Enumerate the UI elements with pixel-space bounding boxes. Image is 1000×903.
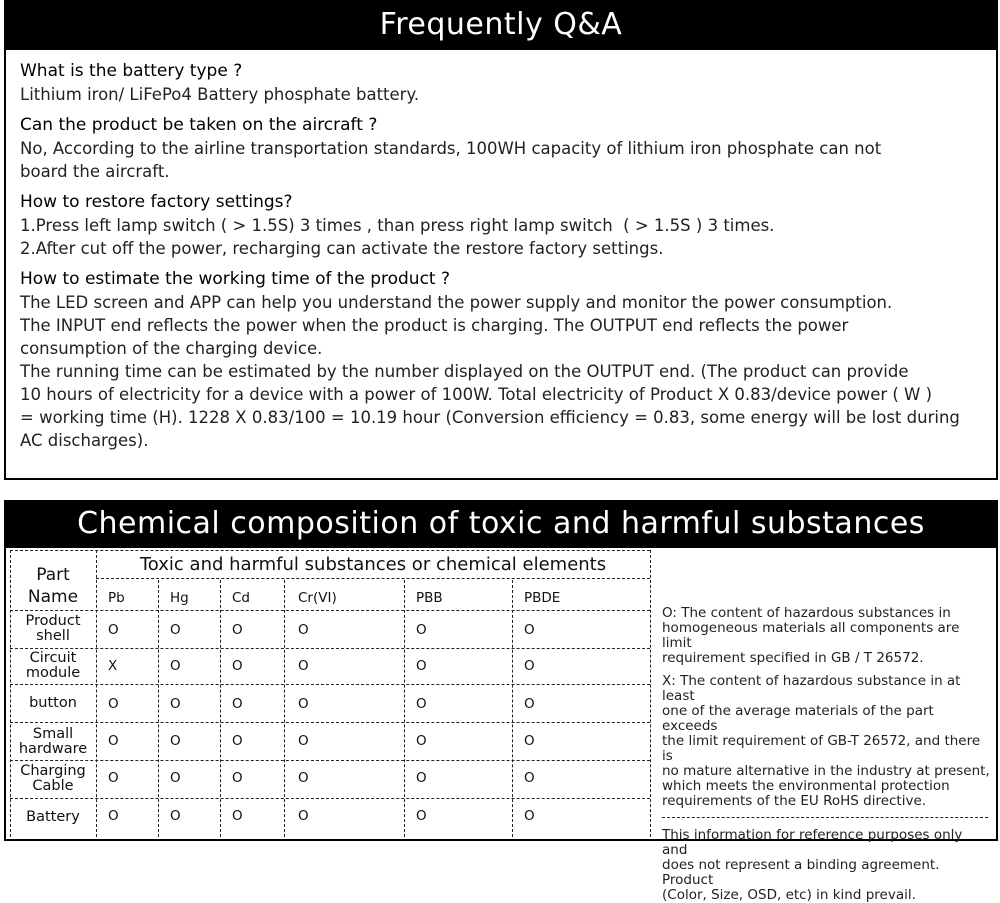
value-cell: O — [232, 770, 243, 786]
answer-line: 10 hours of electricity for a device with a power of 100W. Total electricity of Product X 0.83/device power ( W ) — [20, 385, 933, 404]
value-cell: O — [298, 658, 309, 674]
table-divider — [96, 550, 97, 837]
answer-line: 1.Press left lamp switch ( > 1.5S) 3 times , than press right lamp switch ( > 1.5S ) 3 times. — [20, 216, 775, 235]
note-line: O: The content of hazardous substances in — [662, 605, 951, 621]
part-name-cell — [12, 614, 94, 644]
value-cell: O — [298, 622, 309, 638]
part-header-line: Name — [27, 587, 79, 607]
note-line: no mature alternative in the industry at present, — [662, 763, 990, 779]
value-cell: O — [108, 622, 119, 638]
substance-group-header: Toxic and harmful substances or chemical elements — [139, 554, 607, 575]
value-cell: O — [524, 808, 535, 824]
value-cell: O — [298, 733, 309, 749]
value-cell: O — [170, 658, 181, 674]
table-divider — [10, 648, 650, 649]
table-border-right — [650, 550, 651, 837]
answer-line: board the aircraft. — [20, 162, 170, 181]
table-divider — [96, 578, 650, 579]
substance-table — [10, 550, 650, 837]
faq-item — [20, 113, 986, 183]
chemical-title: Chemical composition of toxic and harmful substances — [6, 502, 996, 548]
note-line: does not represent a binding agreement. Product — [662, 857, 940, 888]
disclaimer-note — [662, 828, 992, 903]
faq-question: How to restore factory settings? — [20, 192, 293, 212]
faq-answer — [20, 83, 986, 106]
note-line: homogeneous materials all components are limit — [662, 620, 960, 651]
faq-question: What is the battery type ? — [20, 61, 243, 81]
part-name-line: Product — [25, 613, 81, 629]
faq-list — [20, 59, 986, 459]
value-cell: O — [170, 622, 181, 638]
faq-item — [20, 267, 986, 452]
note-line: (Color, Size, OSD, etc) in kind prevail. — [662, 887, 916, 903]
part-name-cell — [12, 651, 94, 681]
answer-line: No, According to the airline transportation standards, 100WH capacity of lithium iron phosphate can not — [20, 139, 882, 158]
note-line: the limit requirement of GB-T 26572, and there is — [662, 733, 981, 764]
value-cell: O — [416, 696, 427, 712]
part-header-line: Part — [36, 565, 70, 585]
value-cell: O — [232, 696, 243, 712]
value-cell: O — [108, 770, 119, 786]
answer-line: The INPUT end reflects the power when the product is charging. The OUTPUT end reflects the power — [20, 316, 849, 335]
table-divider — [10, 610, 650, 611]
value-cell: O — [170, 770, 181, 786]
value-cell: O — [232, 622, 243, 638]
table-border-left — [10, 550, 11, 837]
value-cell: O — [416, 808, 427, 824]
legend-notes — [662, 606, 992, 903]
faq-title: Frequently Q&A — [6, 2, 996, 50]
value-cell: O — [108, 696, 119, 712]
column-header: PBB — [416, 590, 443, 606]
value-cell: O — [170, 808, 181, 824]
part-name-line: button — [29, 695, 77, 711]
value-cell: O — [524, 696, 535, 712]
part-name-header — [12, 564, 94, 608]
value-cell: O — [232, 808, 243, 824]
part-name-line: Small — [32, 726, 74, 742]
answer-line: consumption of the charging device. — [20, 339, 323, 358]
notes-divider — [662, 817, 988, 818]
x-note — [662, 674, 992, 809]
value-cell: O — [416, 622, 427, 638]
part-name-line: Battery — [26, 809, 80, 825]
value-cell: O — [298, 696, 309, 712]
value-cell: O — [416, 733, 427, 749]
answer-line: = working time (H). 1228 X 0.83/100 = 10.19 hour (Conversion efficiency = 0.83, some energy will be lost during — [20, 408, 960, 427]
faq-answer — [20, 291, 986, 452]
faq-item — [20, 59, 986, 106]
table-divider — [404, 580, 405, 837]
column-header: PBDE — [524, 590, 561, 606]
value-cell: X — [108, 658, 118, 674]
answer-line: Lithium iron/ LiFePo4 Battery phosphate battery. — [20, 85, 420, 104]
part-name-line: hardware — [18, 741, 88, 757]
faq-panel — [4, 0, 998, 480]
part-name-line: module — [25, 665, 81, 681]
table-divider — [10, 684, 650, 685]
part-name-cell — [12, 764, 94, 794]
value-cell: O — [232, 733, 243, 749]
table-divider — [220, 580, 221, 837]
table-divider — [158, 580, 159, 837]
part-name-cell — [12, 727, 94, 757]
faq-answer — [20, 137, 986, 183]
answer-line: The LED screen and APP can help you understand the power supply and monitor the power consumption. — [20, 293, 893, 312]
note-line: X: The content of hazardous substance in at least — [662, 673, 961, 704]
value-cell: O — [524, 733, 535, 749]
part-name-line: Charging — [20, 763, 86, 779]
faq-item — [20, 190, 986, 260]
column-header: Cd — [232, 590, 250, 606]
column-header: Pb — [108, 590, 125, 606]
note-line: one of the average materials of the part exceeds — [662, 703, 934, 734]
column-header: Hg — [170, 590, 189, 606]
note-line: requirements of the EU RoHS directive. — [662, 793, 927, 809]
table-divider — [512, 580, 513, 837]
table-divider — [10, 798, 650, 799]
part-name-line: shell — [36, 628, 70, 644]
part-name-cell — [12, 696, 94, 711]
value-cell: O — [524, 658, 535, 674]
value-cell: O — [524, 622, 535, 638]
chemical-panel — [4, 500, 998, 903]
o-note — [662, 606, 992, 666]
value-cell: O — [108, 808, 119, 824]
value-cell: O — [298, 770, 309, 786]
table-divider — [284, 580, 285, 837]
column-header: Cr(VI) — [298, 590, 337, 606]
table-divider — [10, 722, 650, 723]
note-line: requirement specified in GB / T 26572. — [662, 650, 924, 666]
value-cell: O — [416, 658, 427, 674]
value-cell: O — [524, 770, 535, 786]
value-cell: O — [416, 770, 427, 786]
part-name-cell — [12, 810, 94, 825]
answer-line: 2.After cut off the power, recharging can activate the restore factory settings. — [20, 239, 664, 258]
faq-question: How to estimate the working time of the product ? — [20, 269, 451, 289]
answer-line: The running time can be estimated by the number displayed on the OUTPUT end. (The product can provide — [20, 362, 909, 381]
faq-answer — [20, 214, 986, 260]
value-cell: O — [298, 808, 309, 824]
faq-question: Can the product be taken on the aircraft ? — [20, 115, 378, 135]
part-name-line: Circuit — [29, 650, 77, 666]
part-name-line: Cable — [32, 778, 74, 794]
table-border-top — [10, 550, 650, 551]
value-cell: O — [170, 696, 181, 712]
note-line: which meets the environmental protection — [662, 778, 950, 794]
note-line: This information for reference purposes only and — [662, 827, 963, 858]
value-cell: O — [108, 733, 119, 749]
table-divider — [10, 760, 650, 761]
answer-line: AC discharges). — [20, 431, 149, 450]
value-cell: O — [232, 658, 243, 674]
value-cell: O — [170, 733, 181, 749]
